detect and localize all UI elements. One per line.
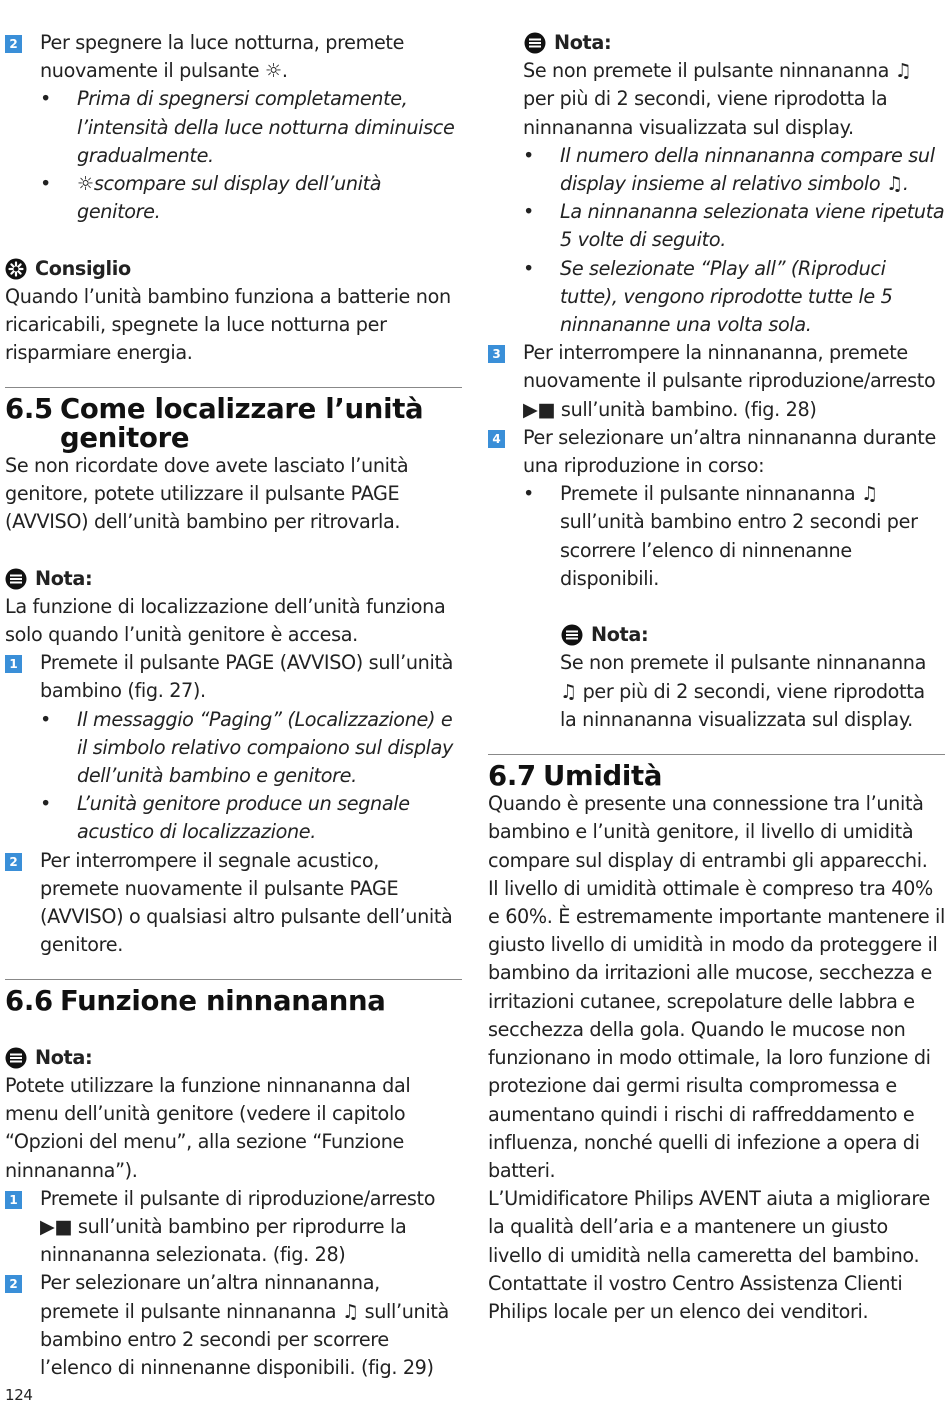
note-text: Se non premete il pulsante ninnananna ♫ per più di 2 secondi, viene riprodotta la ninnananna visualizzata sul display.	[523, 59, 912, 139]
step-2-select-lullaby	[5, 1269, 462, 1382]
step-number: 4	[488, 430, 505, 448]
note-icon	[5, 1047, 27, 1069]
step-number: 2	[5, 853, 22, 871]
note-icon	[5, 568, 27, 590]
section-number: 6.5	[5, 393, 53, 426]
step-night-light-off	[5, 29, 462, 85]
note-text: Potete utilizzare la funzione ninnananna dal menu dell’unità genitore (vedere il capitolo “Opzioni del menu”, alla sezione “Funzione ninnananna”).	[5, 1074, 411, 1182]
step-text: Per selezionare un’altra ninnananna, premete il pulsante ninnananna ♫ sull’unità bambino entro 2 secondi per scorrere l’elenco di ninnenanne disponibili. (fig. 29)	[40, 1271, 449, 1380]
bullet-item: • L’unità genitore produce un segnale acustico di localizzazione.	[40, 790, 462, 846]
bullet-item: • Se selezionate “Play all” (Riproduci tutte), vengono riprodotte tutte le 5 ninnananne una volta sola.	[523, 255, 945, 340]
note-text: Se non premete il pulsante ninnananna ♫ per più di 2 secondi, viene riprodotta la ninnananna visualizzata sul display.	[560, 651, 927, 731]
tip-icon	[5, 258, 27, 280]
step-2-stop-signal	[5, 847, 462, 960]
note-heading	[5, 565, 462, 593]
step-number: 1	[5, 655, 22, 673]
step-text: Premete il pulsante PAGE (AVVISO) sull’unità bambino (fig. 27).	[40, 651, 454, 703]
step-number: 2	[5, 1275, 22, 1293]
step-1-page	[5, 649, 462, 705]
section-title: Come localizzare l’unità genitore	[60, 393, 424, 454]
step-number: 3	[488, 345, 505, 363]
step-1-play	[5, 1185, 462, 1270]
bullet-item: • Premete il pulsante ninnananna ♫ sull’unità bambino entro 2 secondi per scorrere l’elenco di ninnenanne disponibili.	[523, 480, 945, 593]
note-icon	[561, 624, 583, 646]
step-text: Per selezionare un’altra ninnananna durante una riproduzione in corso:	[523, 425, 936, 478]
step-4-select-during-play	[488, 424, 945, 480]
section-number: 6.7	[488, 760, 536, 793]
bullet-item: • ☼scompare sul display dell’unità genitore.	[40, 170, 462, 226]
step-text: Premete il pulsante di riproduzione/arresto ▶■ sull’unità bambino per riprodurre la ninnananna selezionata. (fig. 28)	[40, 1186, 436, 1267]
section-title: Funzione ninnananna	[60, 985, 386, 1018]
step-text: Per interrompere il segnale acustico, premete nuovamente il pulsante PAGE (AVVISO) o qualsiasi altro pulsante dell’unità genitore.	[40, 848, 453, 957]
section-heading-6-5	[5, 393, 462, 454]
bullet-item: • Prima di spegnersi completamente, l’intensità della luce notturna diminuisce gradualmente.	[40, 85, 462, 170]
paragraph: L’Umidificatore Philips AVENT aiuta a migliorare la qualità dell’aria e a mantenere un giusto livello di umidità nella cameretta del bambino. Contattate il vostro Centro Assistenza Clienti Philips locale per un elenco dei venditori.	[488, 1187, 930, 1323]
note-heading	[5, 1044, 462, 1072]
section-heading-6-6	[5, 985, 462, 1018]
note-icon	[524, 32, 546, 54]
left-column	[5, 29, 462, 1382]
tip-text: Quando l’unità bambino funziona a batterie non ricaricabili, spegnete la luce notturna per risparmiare energia.	[5, 284, 451, 365]
tip-title: Consiglio	[35, 256, 131, 280]
note-title: Nota:	[35, 566, 93, 590]
note-title: Nota:	[35, 1045, 93, 1069]
step-number: 1	[5, 1191, 22, 1209]
section-title: Umidità	[543, 760, 663, 793]
paragraph: Quando è presente una connessione tra l’unità bambino e l’unità genitore, il livello di umidità compare sul display di entrambi gli apparecchi.	[488, 792, 928, 872]
paragraph: Il livello di umidità ottimale è compreso tra 40% e 60%. È estremamente importante mantenere il giusto livello di umidità in modo da proteggere il bambino da irritazioni alle mucose, secchezza e irritazioni cutanee, screpolature delle labbra e secchezza della gola. Quando le mucose non funzionano in modo ottimale, la loro funzione di protezione dai germi risulta compromessa e aumentano quindi i rischi di raffreddamento e influenza, nonché quelli di infezione a opera di batteri.	[488, 876, 945, 1182]
step-3-stop-lullaby	[488, 339, 945, 424]
bullet-item: • La ninnananna selezionata viene ripetuta 5 volte di seguito.	[523, 198, 945, 254]
tip-heading	[5, 255, 462, 283]
step-text: Per interrompere la ninnananna, premete nuovamente il pulsante riproduzione/arresto ▶■ sull’unità bambino. (fig. 28)	[523, 341, 936, 421]
page-number: 124	[5, 1386, 33, 1404]
note-title: Nota:	[554, 31, 612, 54]
step-number: 2	[5, 35, 22, 53]
section-intro: Se non ricordate dove avete lasciato l’unità genitore, potete utilizzare il pulsante PAGE (AVVISO) dell’unità bambino per ritrovarla.	[5, 453, 409, 534]
note-text: La funzione di localizzazione dell’unità funziona solo quando l’unità genitore è accesa.	[5, 594, 446, 647]
bullet-item: • Il numero della ninnananna compare sul display insieme al relativo simbolo ♫.	[523, 142, 945, 198]
note-title: Nota:	[591, 623, 649, 647]
right-column	[488, 29, 945, 1326]
bullet-item: • Il messaggio “Paging” (Localizzazione) e il simbolo relativo compaiono sul display dell’unità bambino e genitore.	[40, 706, 462, 791]
section-heading-6-7	[488, 760, 945, 793]
section-number: 6.6	[5, 985, 53, 1018]
note-heading	[488, 29, 945, 57]
note-heading	[488, 621, 945, 649]
step-text: Per spegnere la luce notturna, premete nuovamente il pulsante ☼.	[40, 31, 405, 83]
